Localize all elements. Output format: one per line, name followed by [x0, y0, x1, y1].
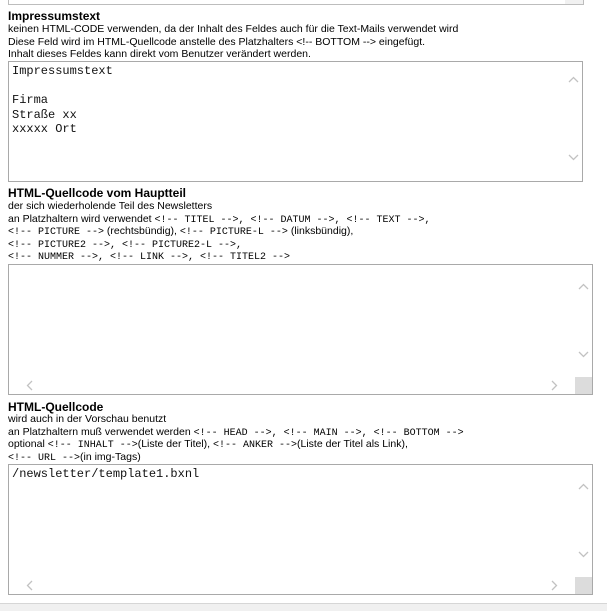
quellcode-desc-1: wird auch in der Vorschau benutzt	[8, 413, 167, 425]
hauptteil-title: HTML-Quellcode vom Hauptteil	[8, 186, 187, 200]
quellcode-title: HTML-Quellcode	[8, 400, 104, 414]
hauptteil-textarea[interactable]	[8, 264, 593, 395]
scroll-up-arrow-icon[interactable]	[575, 483, 592, 490]
quellcode-desc-4	[8, 451, 141, 466]
scroll-corner	[575, 377, 592, 394]
scroll-right-arrow-icon[interactable]	[546, 380, 563, 391]
scroll-up-arrow-icon[interactable]	[565, 76, 582, 83]
scroll-down-arrow-icon[interactable]	[575, 551, 592, 558]
impressum-vertical-scrollbar[interactable]	[565, 62, 582, 181]
scroll-down-arrow-icon[interactable]	[575, 351, 592, 358]
hauptteil-desc-1: der sich wiederholende Teil des Newsletters	[8, 200, 213, 212]
quellcode-desc-3-prefix: optional	[8, 438, 48, 450]
hauptteil-desc-5-code: <!-- NUMMER -->, <!-- LINK -->, <!-- TITEL2 -->	[8, 252, 291, 263]
impressum-title: Impressumstext	[8, 9, 101, 23]
hauptteil-desc-2-text: an Platzhaltern wird verwendet	[8, 212, 155, 225]
scroll-left-arrow-icon[interactable]	[21, 580, 38, 591]
quellcode-horizontal-scrollbar[interactable]	[9, 577, 575, 594]
quellcode-desc-4-code: <!-- URL -->	[8, 452, 81, 464]
previous-textarea-edge	[8, 0, 584, 5]
quellcode-desc-2-code: <!-- HEAD -->, <!-- MAIN -->, <!-- BOTTOM -->	[193, 427, 464, 439]
hauptteil-desc-4-code: <!-- PICTURE2 -->, <!-- PICTURE2-L -->,	[8, 239, 243, 251]
scroll-corner	[575, 577, 592, 594]
quellcode-desc-3-code-b: <!-- ANKER -->	[213, 440, 298, 451]
scroll-up-arrow-icon[interactable]	[575, 283, 592, 290]
quellcode-vertical-scrollbar[interactable]	[575, 465, 592, 577]
impressum-textarea[interactable]	[8, 61, 583, 182]
page-bottom-bar	[0, 603, 607, 611]
quellcode-desc-2-text: an Platzhaltern muß verwendet werden	[8, 425, 194, 438]
quellcode-desc-3-text-a: (Liste der Titel),	[137, 438, 213, 450]
quellcode-desc-4-text: (in img-Tags)	[80, 450, 141, 463]
quellcode-textarea[interactable]	[8, 464, 593, 595]
hauptteil-desc-5	[8, 250, 290, 265]
impressum-desc-3: Inhalt dieses Feldes kann direkt vom Benutzer verändert werden.	[8, 48, 311, 60]
impressum-textarea-value[interactable]: Impressumstext Firma Straße xx xxxxx Ort	[12, 64, 113, 136]
impressum-desc-1: keinen HTML-CODE verwenden, da der Inhalt des Feldes auch für die Text-Mails verwendet wird	[8, 23, 459, 35]
scroll-left-arrow-icon[interactable]	[21, 380, 38, 391]
quellcode-desc-3-code-a: <!-- INHALT -->	[47, 440, 138, 451]
hauptteil-desc-3-code-a: <!-- PICTURE -->	[8, 227, 105, 238]
hauptteil-desc-3-code-b: <!-- PICTURE-L -->	[179, 227, 288, 238]
scroll-down-arrow-icon[interactable]	[565, 154, 582, 161]
hauptteil-desc-3-text-a: (rechtsbündig),	[104, 225, 180, 237]
scroll-right-arrow-icon[interactable]	[546, 580, 563, 591]
hauptteil-desc-2-code: <!-- TITEL -->, <!-- DATUM -->, <!-- TEXT -->,	[154, 214, 431, 226]
hauptteil-vertical-scrollbar[interactable]	[575, 265, 592, 377]
quellcode-desc-3-text-b: (Liste der Titel als Link),	[297, 438, 408, 450]
quellcode-textarea-value[interactable]: /newsletter/template1.bxnl	[12, 467, 200, 481]
impressum-desc-2: Diese Feld wird im HTML-Quellcode anstelle des Platzhalters <!-- BOTTOM --> eingefügt.	[8, 35, 426, 48]
hauptteil-horizontal-scrollbar[interactable]	[9, 377, 575, 394]
hauptteil-desc-3-text-b: (linksbündig),	[287, 225, 354, 237]
